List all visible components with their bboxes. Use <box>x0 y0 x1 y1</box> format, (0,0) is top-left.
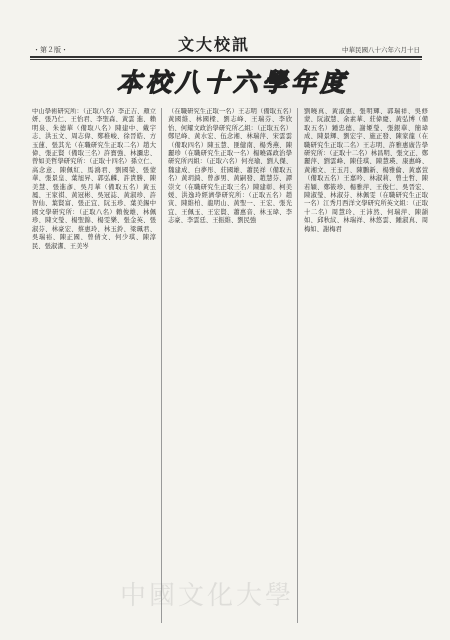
article-column-2 <box>168 108 292 623</box>
issue-date: 中華民國八十六年六月十日 <box>342 46 420 54</box>
column-text: （在職研究生正取一名）王志明（備取五名）黃國維、林國樑、劉志峰、王瑞芬、李欣怡、何耀文政治學研究所乙組：（正取五名）鄭尼峰、黃水宏、伍念湘、林瑞萍、宋雲雲（備取四名）陳玉慧、匪健南、楊秀燕、陳麗珍（在職研究生正取一名）楊曉霖政治學研究所丙組：（正取六名）何亮瑜、劉人傑、魏建成、白夢彤、莊國雄、蕭民祥（備取五名）黃玥錡、曾彥男、黃嗣發、趙慧芬、譚崇文（在職研究生正取三名）陳建彰、柯美媛、洪逸玲經濟學研究所：（正取五名）趙寅、陳維柏、龍明山、黃聖一、王宏、張光宜、王佩玉、王宏賢、蕭惠音、林玉瑋、李志豪、李雲廷、王振維、劉民強 <box>168 108 292 225</box>
article-columns <box>32 108 428 623</box>
header-rule-thin <box>30 59 422 60</box>
watermark: 中國文化大學 <box>120 581 295 611</box>
column-divider <box>161 108 162 623</box>
page-number: ・第２版・ <box>33 46 68 54</box>
column-text: 中山學術研究所：（正取八名）李正吉、顏立妍、張乃仁、王怡君、李聖森、黃雲 進、賴明泉、朱德華（備取八名）陳建中、戴宇志、洪玉文、周志偉、鄭稚峻、徐晉皓、方玉蓮、張其光（在職研究生正取二名）趙大偉、張正賢（備取三名）許寶強、林瀰忠、曾如美哲學研究所：（正取十四名）孫立仁、高念意、陳佩紅、馬鴻君、劉國榮、張蒙華、張景皇、葉旭昇、郭弘麟、許貴勝、陳美慧、張進彥、吳月華（備取五名）黃玉鳳、王家祺、黃冠彬、吳冠誌、黃淑珍、許智仙、葉賢富、張正宜、阮玉珍、葉美錫中國文學研究所：（正取八名）賴俊雄、林佩珍、陳文瑩、楊聖錦、楊雯樂、張金英、張淑芬、林豪宏、蔡惠玲、林玉鈴、梁珮君、吳瑞裕、陳正國、曾倩文、何少琪、陳淳民、張淑潔、王美岑 <box>32 108 156 250</box>
header-rule <box>30 56 422 58</box>
article-column-3 <box>304 108 428 623</box>
newsletter-title: 文大校訊 <box>178 35 251 54</box>
headline-banner: 本校八十六學年度 <box>116 68 349 97</box>
column-text: 劉曉真、黃淑惠、張明輝、郭瑞祥、吳修蒙、阮淑慧、余素華、莊偉慶、黃弘博（備取五名）鍾忠德、謝姬瑩、張銀華、簡瑋成、陳景輝、劉宏宇、施正發、陳家龍（在職研究生正取二名）王志明、許雅惠廣告學研究所：（正取十二名）林昌明、張文正、鄭麗萍、劉雲峰、陳佳琪、陳慧瑛、康惠峰、黃湘文、王玉月、陳鵬新、楊雅倫、黃嘉萱（備取五名）王嘉吟、林淑莉、曾士哲、陳若穎、鄭筱珍、楊雅萍、王俊仁、吳晉宏、陳淑瑩、林淑芬、林佩雯（在職研究生正取一名）江秀月西洋文學研究所英文組：（正取十二名）周慧玲、王沛然、何瑞萍、陳韻如、邱秋紋、林瑞祥、林悠雲、鍾淑真、周梅如、謝梅君 <box>304 108 428 233</box>
column-divider <box>297 108 298 623</box>
article-column-1 <box>32 108 156 623</box>
